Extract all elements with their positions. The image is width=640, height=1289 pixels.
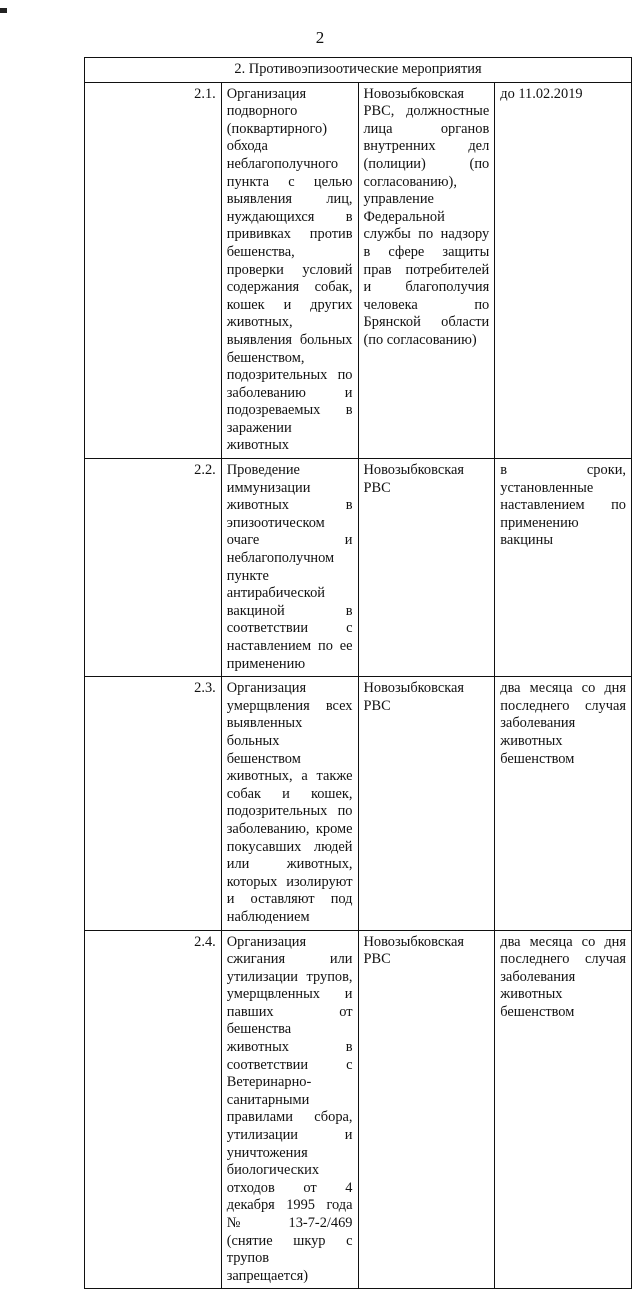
page-number: 2 xyxy=(315,28,325,47)
action-cell: Организация умерщвления всех выявленных больных бешенством животных, а также собак и кошек, подозрительных по заболеванию, кроме покусавших людей или животных, которых изолируют и оставляют под наблюдением xyxy=(221,677,358,930)
row-number: 2.2. xyxy=(85,459,222,677)
row-number: 2.3. xyxy=(85,677,222,930)
term-cell: в сроки, установленные наставлением по применению вакцины xyxy=(495,459,632,677)
responsible-cell: Новозыбковская РВС xyxy=(358,677,495,930)
section-header-row xyxy=(85,58,632,83)
measures-table xyxy=(84,57,632,1289)
action-cell: Организация сжигания или утилизации трупов, умерщвленных и павших от бешенства животных в соответствии с Ветеринарно-санитарными правилами сбора, утилизации и уничтожения биологических отходов от 4 декабря 1995 года № 13-7-2/469 (снятие шкур с трупов запрещается) xyxy=(221,930,358,1289)
section-title: 2. Противоэпизоотические мероприятия xyxy=(85,58,632,83)
responsible-cell: Новозыбковская РВС xyxy=(358,459,495,677)
row-number: 2.4. xyxy=(85,930,222,1289)
term-cell: два месяца со дня последнего случая заболевания животных бешенством xyxy=(495,930,632,1289)
scan-edge-mark xyxy=(0,8,7,13)
action-cell: Проведение иммунизации животных в эпизоотическом очаге и неблагополучном пункте антирабической вакциной в соответствии с наставлением по ее применению xyxy=(221,459,358,677)
responsible-cell: Новозыбковская РВС, должностные лица органов внутренних дел (полиции) (по согласованию), управление Федеральной службы по надзору в сфере защиты прав потребителей и благополучия человека по Брянской области (по согласованию) xyxy=(358,82,495,458)
table-row xyxy=(85,459,632,677)
row-number: 2.1. xyxy=(85,82,222,458)
term-cell: два месяца со дня последнего случая заболевания животных бешенством xyxy=(495,677,632,930)
table-row xyxy=(85,677,632,930)
term-cell: до 11.02.2019 xyxy=(495,82,632,458)
action-cell: Организация подворного (поквартирного) обхода неблагополучного пункта с целью выявления лиц, нуждающихся в прививках против бешенства, проверки условий содержания собак, кошек и других животных, выявления больных бешенством, подозрительных по заболеванию и подозреваемых в заражении животных xyxy=(221,82,358,458)
table-row xyxy=(85,930,632,1289)
table-row xyxy=(85,82,632,458)
responsible-cell: Новозыбковская РВС xyxy=(358,930,495,1289)
